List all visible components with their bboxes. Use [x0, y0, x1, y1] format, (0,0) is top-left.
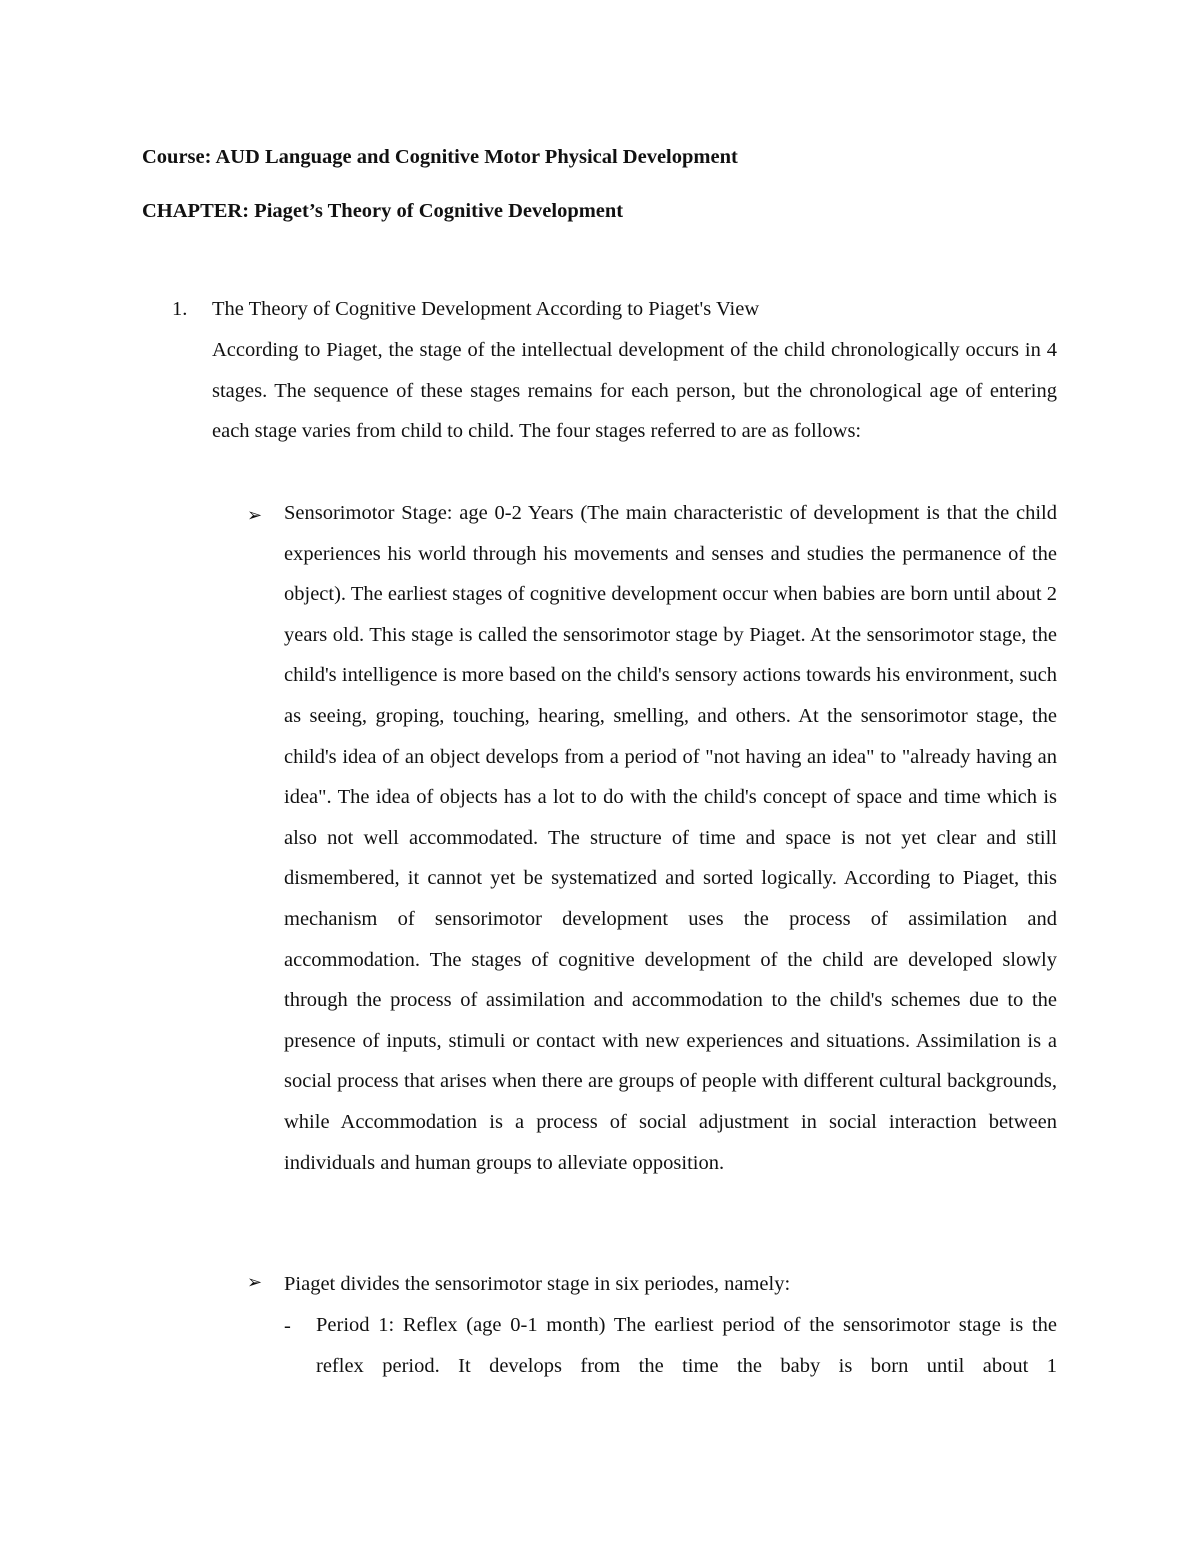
section-number: 1.: [172, 298, 188, 320]
period-1-reflex-text: Period 1: Reflex (age 0-1 month) The earliest period of the sensorimotor stage is the reflex period. It develops from the time the baby is born until about 1: [316, 1314, 1057, 1377]
chapter-heading: CHAPTER: Piaget’s Theory of Cognitive Development: [142, 200, 624, 222]
section-intro-paragraph: According to Piaget, the stage of the intellectual development of the child chronologically occurs in 4 stages. The sequence of these stages remains for each person, but the chronological age of entering each stage varies from child to child. The four stages referred to are as follows:: [212, 339, 1057, 443]
arrowhead-bullet-icon: ➢: [247, 1272, 263, 1293]
bullet-sensorimotor-stage: Sensorimotor Stage: age 0-2 Years (The main characteristic of development is that the child experiences his world through his movements and senses and studies the permanence of the object). The earliest stages of cognitive development occur when babies are born until about 2 years old. This stage is called the sensorimotor stage by Piaget. At the sensorimotor stage, the child's intelligence is more based on the child's sensory actions towards his environment, such as seeing, groping, touching, hearing, smelling, and others. At the sensorimotor stage, the child's idea of an object develops from a period of "not having an idea" to "already having an idea". The idea of objects has a lot to do with the child's concept of space and time which is also not well accommodated. The structure of time and space is not yet clear and still dismembered, it cannot yet be systematized and sorted logically. According to Piaget, this mechanism of sensorimotor development uses the process of assimilation and accommodation. The stages of cognitive development of the child are developed slowly through the process of assimilation and accommodation to the child's schemes due to the presence of inputs, stimuli or contact with new experiences and situations. Assimilation is a social process that arises when there are groups of people with different cultural backgrounds, while Accommodation is a process of social adjustment in social interaction between individuals and human groups to alleviate opposition.: [284, 502, 1057, 1174]
section-title: The Theory of Cognitive Development According to Piaget's View: [212, 298, 760, 320]
arrowhead-bullet-icon: ➢: [247, 505, 263, 526]
bullet-six-periods: Piaget divides the sensorimotor stage in six periodes, namely:: [284, 1273, 791, 1295]
dash-list-marker: -: [284, 1315, 291, 1337]
course-heading: Course: AUD Language and Cognitive Motor Physical Development: [142, 146, 738, 168]
